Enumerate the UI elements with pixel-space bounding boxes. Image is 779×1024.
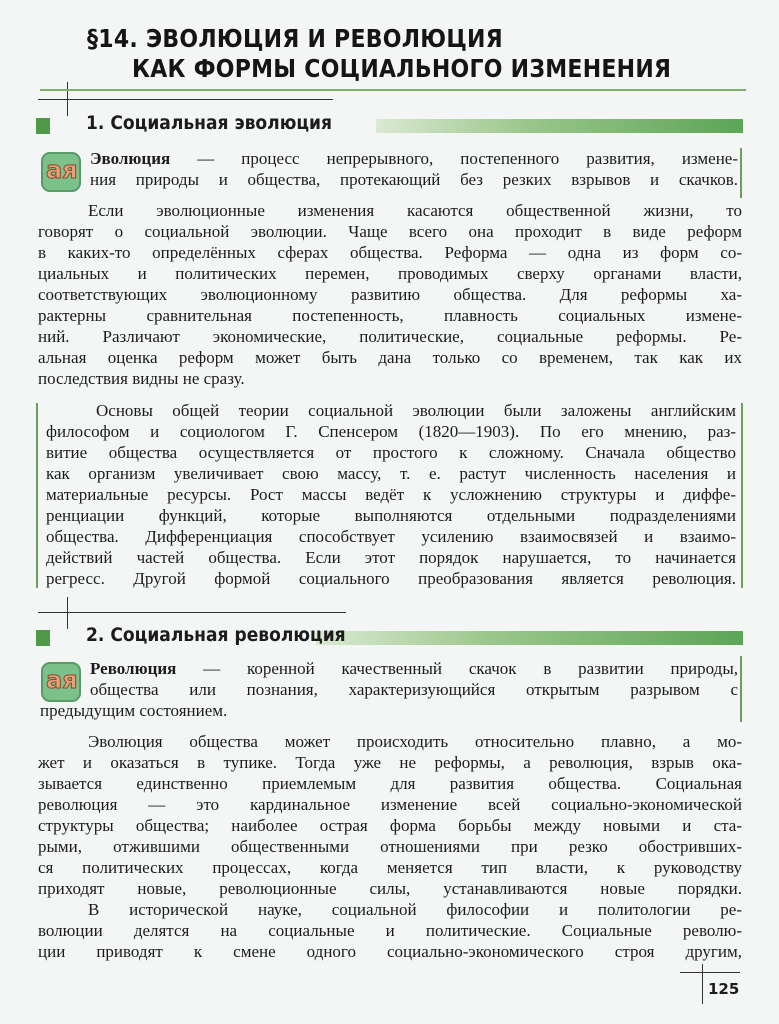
- text-line: рыми, отжившими общественными отношениями при резко обостривших-: [38, 837, 742, 856]
- paragraph-spencer: [46, 400, 736, 589]
- section-marker-icon: [36, 630, 50, 646]
- definition-text: ния природы и общества, протекающий без резких взрывов и скачков.: [90, 170, 738, 189]
- section-marker-icon: [36, 118, 50, 134]
- page-number: 125: [708, 980, 740, 998]
- decorative-rule: [680, 972, 740, 973]
- term-revolution: Революция: [90, 659, 177, 678]
- definition-icon: ая: [41, 662, 81, 702]
- chapter-title-line2: КАК ФОРМЫ СОЦИАЛЬНОГО ИЗМЕНЕНИЯ: [132, 54, 672, 83]
- decorative-rule: [38, 612, 346, 613]
- definition-border: [740, 148, 742, 198]
- text-line: циальных и политических перемен, проводимых сверху органами власти,: [38, 264, 742, 283]
- decorative-rule: [38, 99, 333, 100]
- text-line: ции приводят к смене одного социально-экономического строя другим,: [38, 942, 742, 961]
- text-line: структуры общества; наиболее острая форма борьбы между новыми и ста-: [38, 816, 742, 835]
- definition-text: — коренной качественный скачок в развитии природы,: [176, 659, 738, 678]
- text-line: зывается единственно приемлемым для развития общества. Социальная: [38, 774, 742, 793]
- paragraph-social-revolution: [38, 731, 742, 899]
- definition-text: — процесс непрерывного, постепенного развития, измене-: [170, 149, 738, 168]
- text-line: последствия видны не сразу.: [38, 369, 245, 388]
- decorative-rule: [67, 597, 68, 629]
- section-bar: [376, 119, 743, 133]
- text-line: в каких-то определённых сферах общества. Реформа — одна из форм со-: [38, 243, 742, 262]
- text-line: действий частей общества. Если этот порядок нарушается, то начинается: [46, 548, 736, 567]
- section-heading-text: 1. Социальная эволюция: [86, 112, 332, 134]
- title-underline: [40, 89, 746, 91]
- text-line: ний. Различают экономические, политические, социальные реформы. Ре-: [38, 327, 742, 346]
- text-line: как организм увеличивает свою массу, т. е. растут численность населения и: [46, 464, 736, 483]
- text-line: ренциации функций, которые выполняются отдельными подразделениями: [46, 506, 736, 525]
- section-heading-1: [36, 112, 743, 136]
- text-line: витие общества осуществляется от простого к сложному. Сначала общество: [46, 443, 736, 462]
- definition-revolution: [90, 658, 738, 700]
- text-line: Основы общей теории социальной эволюции были заложены английским: [96, 401, 736, 420]
- text-line: соответствующих эволюционному развитию общества. Для реформы ха-: [38, 285, 742, 304]
- section-heading-text: 2. Социальная революция: [86, 624, 346, 646]
- chapter-title-line1: §14. ЭВОЛЮЦИЯ И РЕВОЛЮЦИЯ: [87, 24, 503, 53]
- text-line: Если эволюционные изменения касаются общественной жизни, то: [88, 201, 742, 220]
- section-bar: [316, 631, 743, 645]
- text-line: революция — это кардинальное изменение всей социально-экономической: [38, 795, 742, 814]
- text-line: рактерны сравнительная постепенность, плавность социальных измене-: [38, 306, 742, 325]
- term-evolution: Эволюция: [90, 149, 171, 168]
- text-line: философом и социологом Г. Спенсером (1820—1903). По его мнению, раз-: [46, 422, 736, 441]
- paragraph-types: [38, 899, 742, 962]
- text-line: говорят о социальной эволюции. Чаще всего она проходит в виде реформ: [38, 222, 742, 241]
- text-line: регресс. Другой формой социального преобразования является революция.: [46, 569, 736, 588]
- text-line: Эволюция общества может происходить относительно плавно, а мо-: [88, 732, 742, 751]
- definition-icon: ая: [41, 152, 81, 192]
- definition-border: [740, 656, 742, 722]
- text-line: жет и оказаться в тупике. Тогда уже не реформы, а революция, взрыв ока-: [38, 753, 742, 772]
- box-border-left: [36, 403, 38, 588]
- text-line: волюции делятся на социальные и политические. Социальные револю-: [38, 921, 742, 940]
- text-line: альная оценка реформ может быть дана только со временем, так как их: [38, 348, 742, 367]
- definition-evolution: [90, 148, 738, 190]
- definition-text: предыдущим состоянием.: [40, 701, 228, 720]
- paragraph-reform: [38, 200, 742, 389]
- text-line: общества. Дифференциация способствует усилению взаимосвязей и взаимо-: [46, 527, 736, 546]
- section-heading-2: [36, 624, 743, 648]
- text-line: ся политических процессах, когда меняется тип власти, к руководству: [38, 858, 742, 877]
- text-line: В исторической науке, социальной философии и политологии ре-: [88, 900, 742, 919]
- definition-text: общества или познания, характеризующийся открытым разрывом с: [90, 680, 738, 699]
- text-line: материальные ресурсы. Рост массы ведёт к усложнению структуры и диффе-: [46, 485, 736, 504]
- text-line: приходят новые, революционные силы, устанавливаются новые порядки.: [38, 879, 742, 898]
- box-border-right: [741, 403, 743, 588]
- decorative-rule: [702, 964, 703, 1004]
